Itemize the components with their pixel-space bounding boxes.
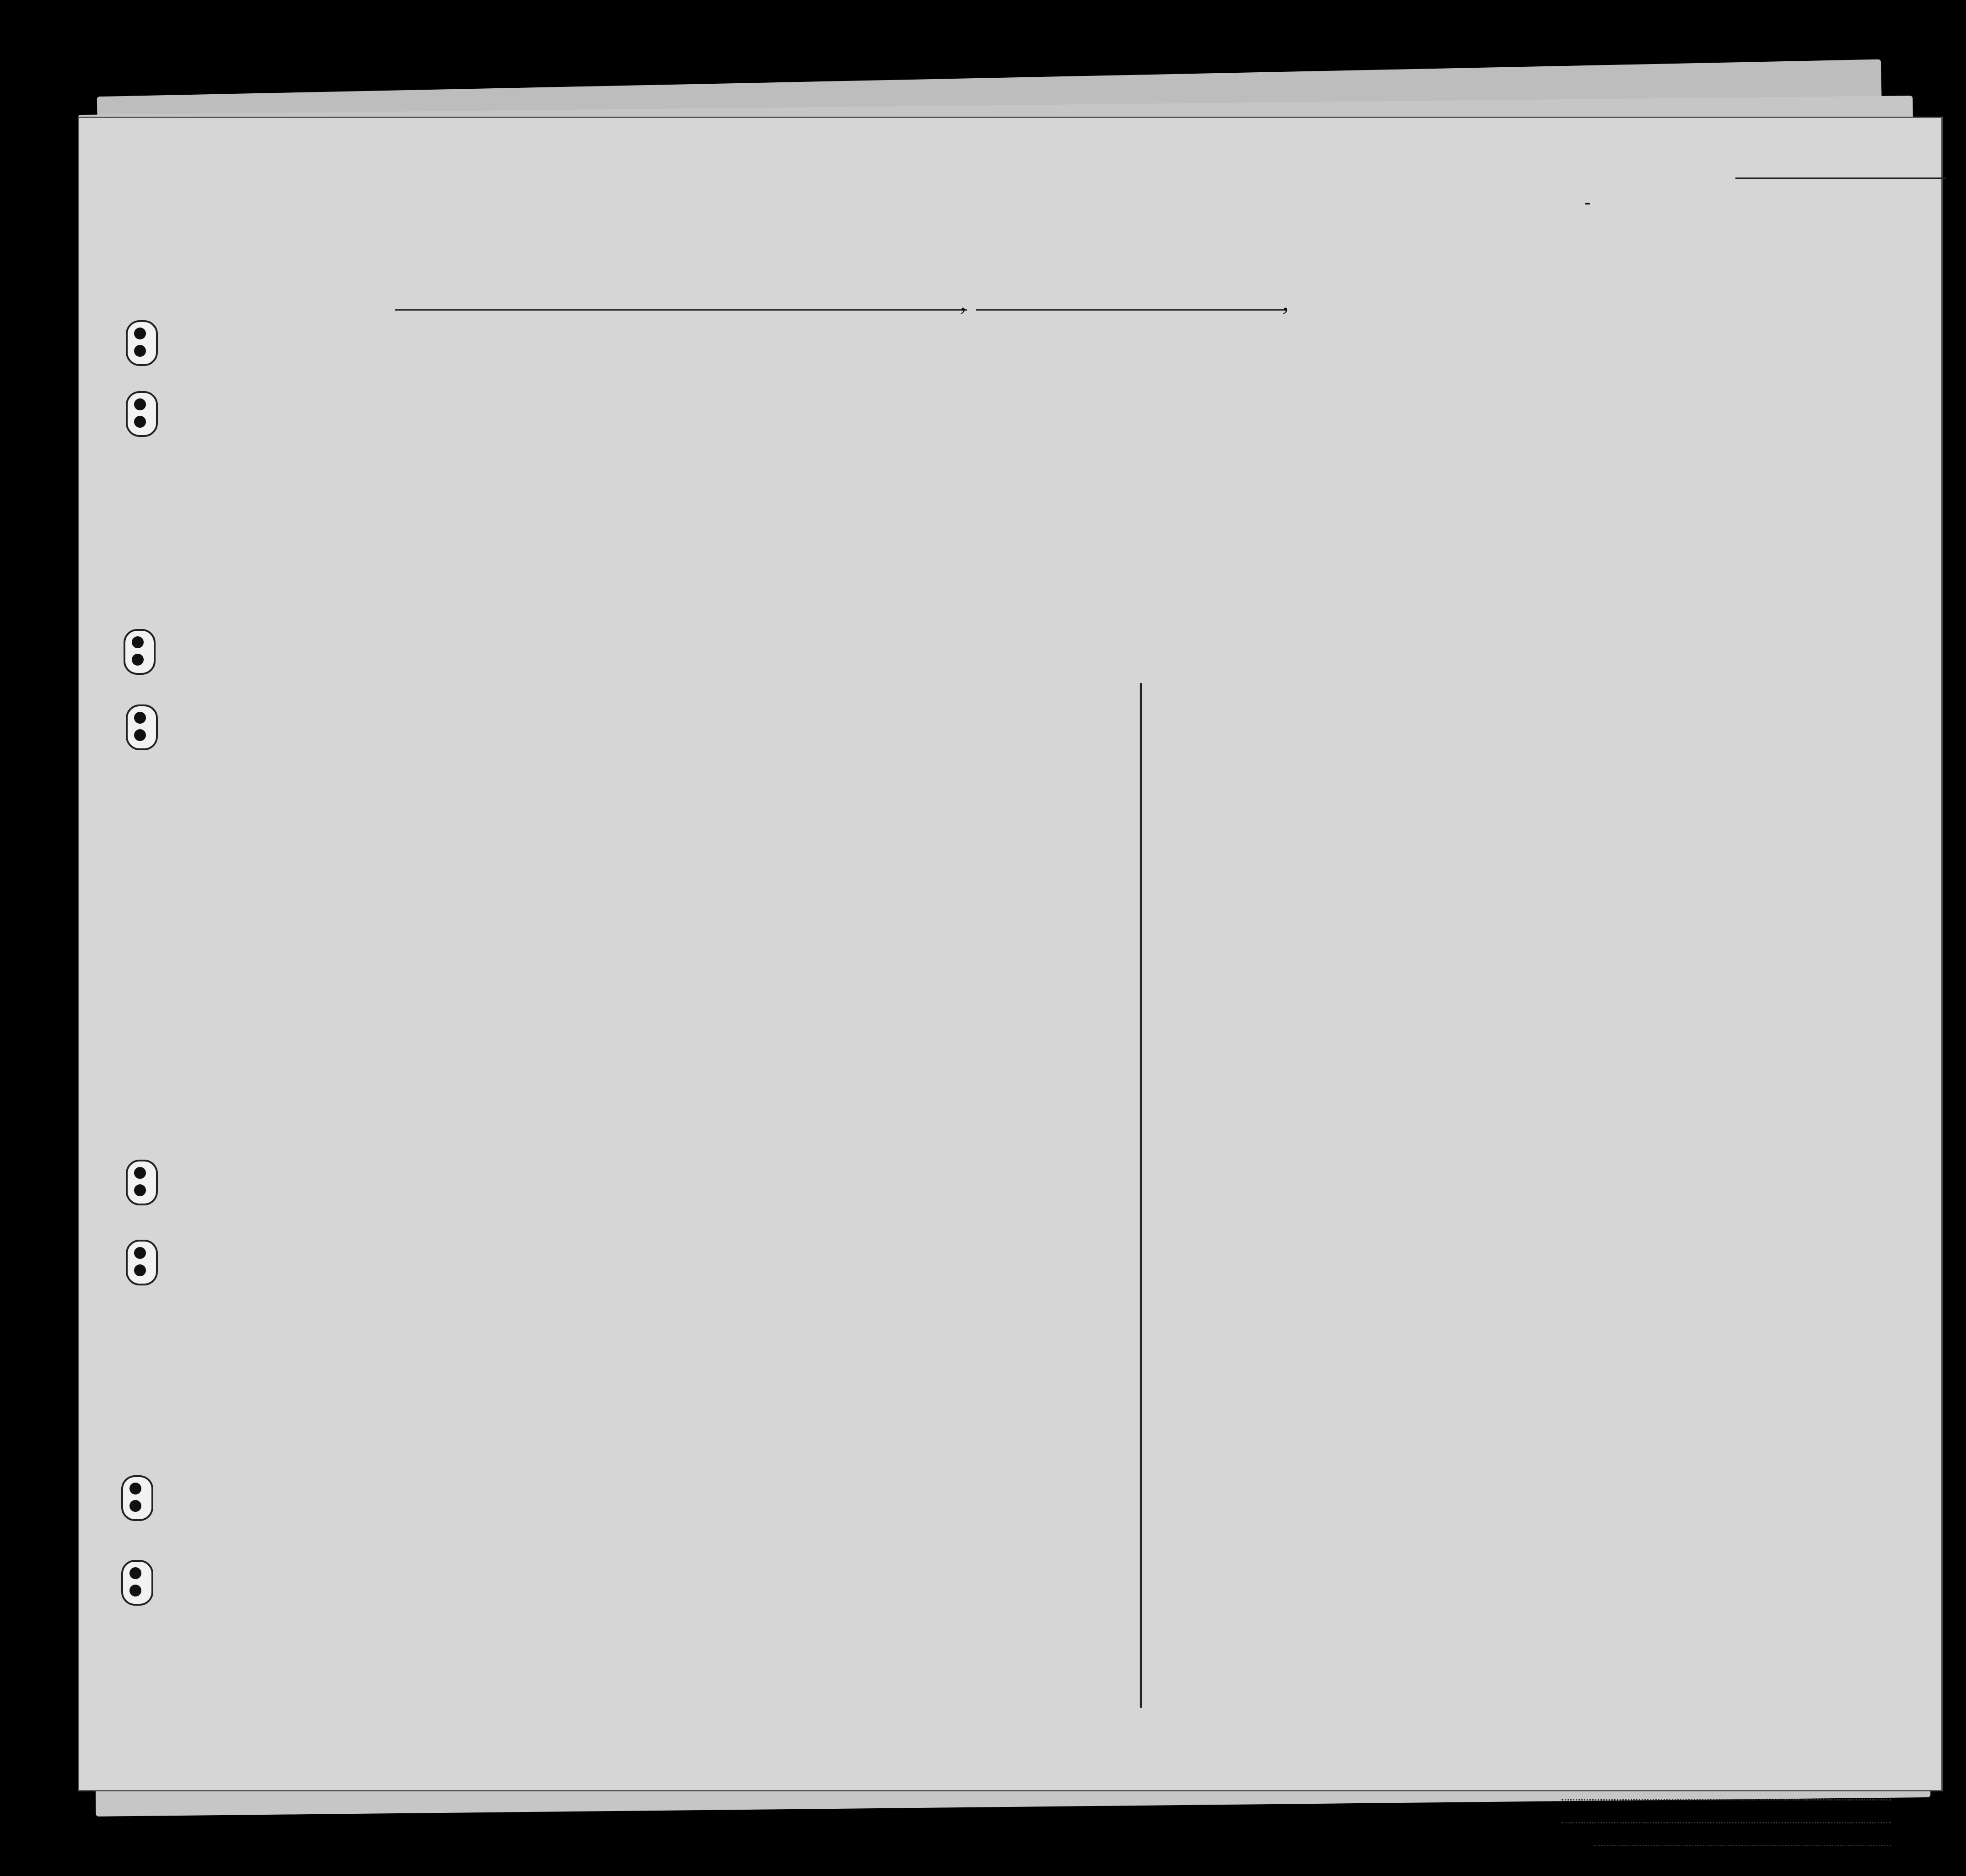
- local-agents-field[interactable]: [1594, 1845, 1891, 1846]
- ditto-line: [1140, 683, 1142, 1708]
- manifest-sheet: [78, 117, 1943, 1791]
- binder-hole: [121, 1560, 153, 1606]
- comma: ,: [1282, 288, 1289, 316]
- page-number: -: [1584, 192, 1591, 212]
- comma: ,: [960, 288, 966, 316]
- date-underline: [976, 309, 1287, 311]
- binder-hole: [124, 629, 156, 675]
- binder-hole: [126, 391, 158, 437]
- port-underline: [395, 309, 967, 311]
- binder-hole: [126, 320, 158, 366]
- binder-hole: [121, 1475, 153, 1521]
- line-field[interactable]: [1562, 1799, 1891, 1801]
- binder-hole: [126, 1160, 158, 1205]
- owners-field[interactable]: [1562, 1822, 1891, 1823]
- binder-hole: [126, 704, 158, 750]
- binder-hole: [126, 1240, 158, 1285]
- list-underline: [1735, 177, 1946, 179]
